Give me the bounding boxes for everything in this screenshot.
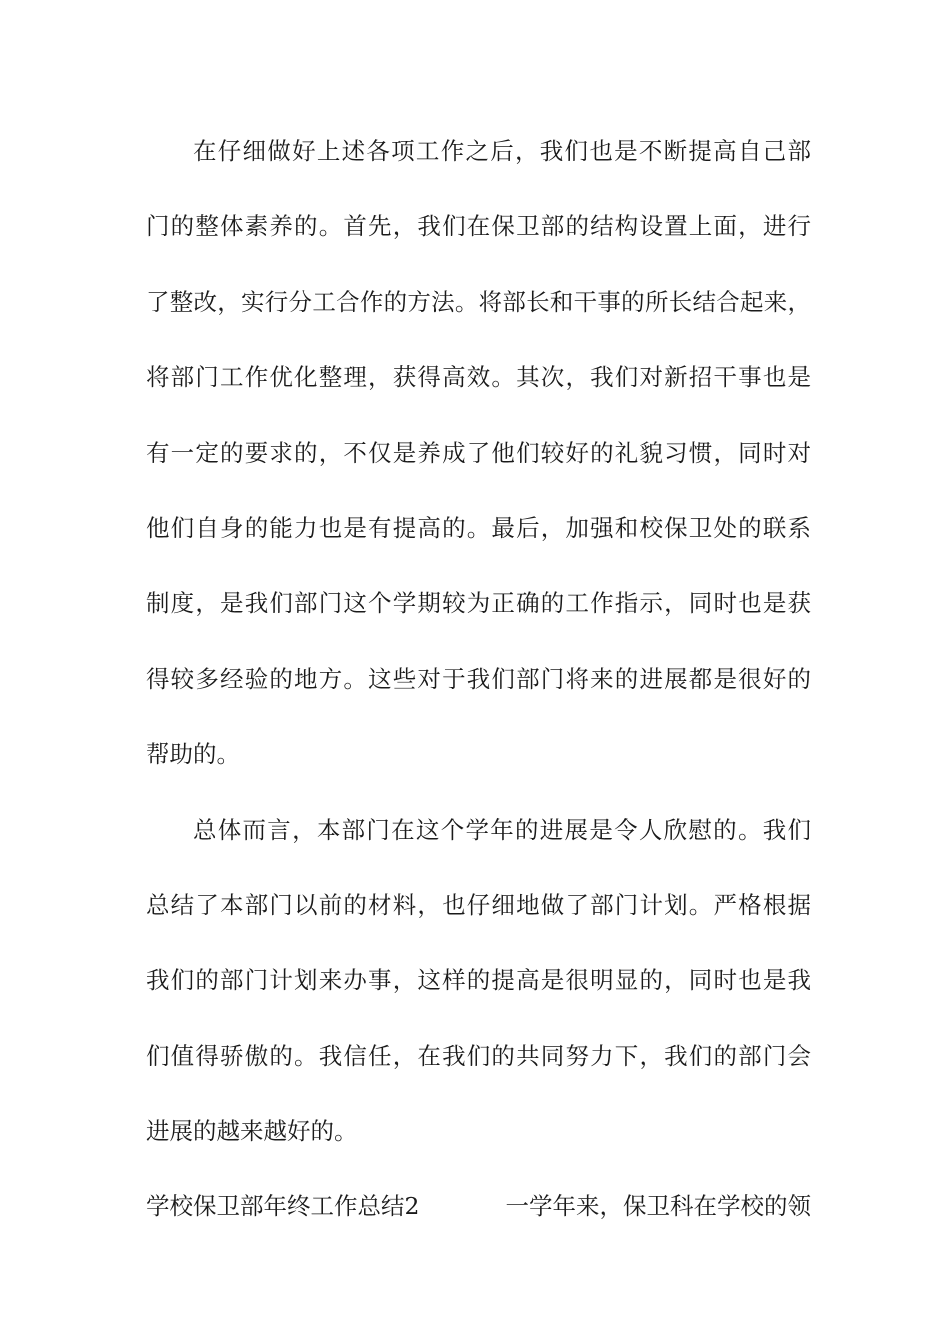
paragraph-line: 门的整体素养的。首先，我们在保卫部的结构设置上面，进行 (146, 212, 811, 241)
paragraph-line: 在仔细做好上述各项工作之后，我们也是不断提高自己部 (193, 137, 811, 165)
paragraph-line: 他们自身的能力也是有提高的。最后，加强和校保卫处的联系 (146, 513, 811, 542)
paragraph-line: 总结了本部门以前的材料，也仔细地做了部门计划。严格根据 (146, 890, 811, 919)
paragraph-line: 帮助的。 (146, 740, 240, 769)
paragraph-2 (146, 810, 811, 1187)
paragraph-line: 们值得骄傲的。我信任，在我们的共同努力下，我们的部门会 (146, 1041, 811, 1070)
paragraph-1 (146, 131, 811, 810)
paragraph-line: 将部门工作优化整理，获得高效。其次，我们对新招干事也是 (146, 363, 811, 392)
paragraph-line: 制度，是我们部门这个学期较为正确的工作指示，同时也是获 (146, 589, 811, 618)
section-heading-line (146, 1186, 811, 1261)
paragraph-line: 有一定的要求的，不仅是养成了他们较好的礼貌习惯，同时对 (146, 438, 811, 467)
paragraph-line: 总体而言，本部门在这个学年的进展是令人欣慰的。我们 (193, 815, 811, 844)
paragraph-line: 进展的越来越好的。 (146, 1117, 358, 1146)
paragraph-line: 得较多经验的地方。这些对于我们部门将来的进展都是很好的 (146, 664, 811, 693)
section-heading-title: 学校保卫部年终工作总结2 (146, 1192, 420, 1221)
section-heading-continuation: 一学年来，保卫科在学校的领 (505, 1192, 811, 1221)
paragraph-line: 我们的部门计划来办事，这样的提高是很明显的，同时也是我 (146, 966, 811, 995)
paragraph-line: 了整改，实行分工合作的方法。将部长和干事的所长结合起来， (146, 287, 811, 316)
document-body (146, 131, 811, 1262)
